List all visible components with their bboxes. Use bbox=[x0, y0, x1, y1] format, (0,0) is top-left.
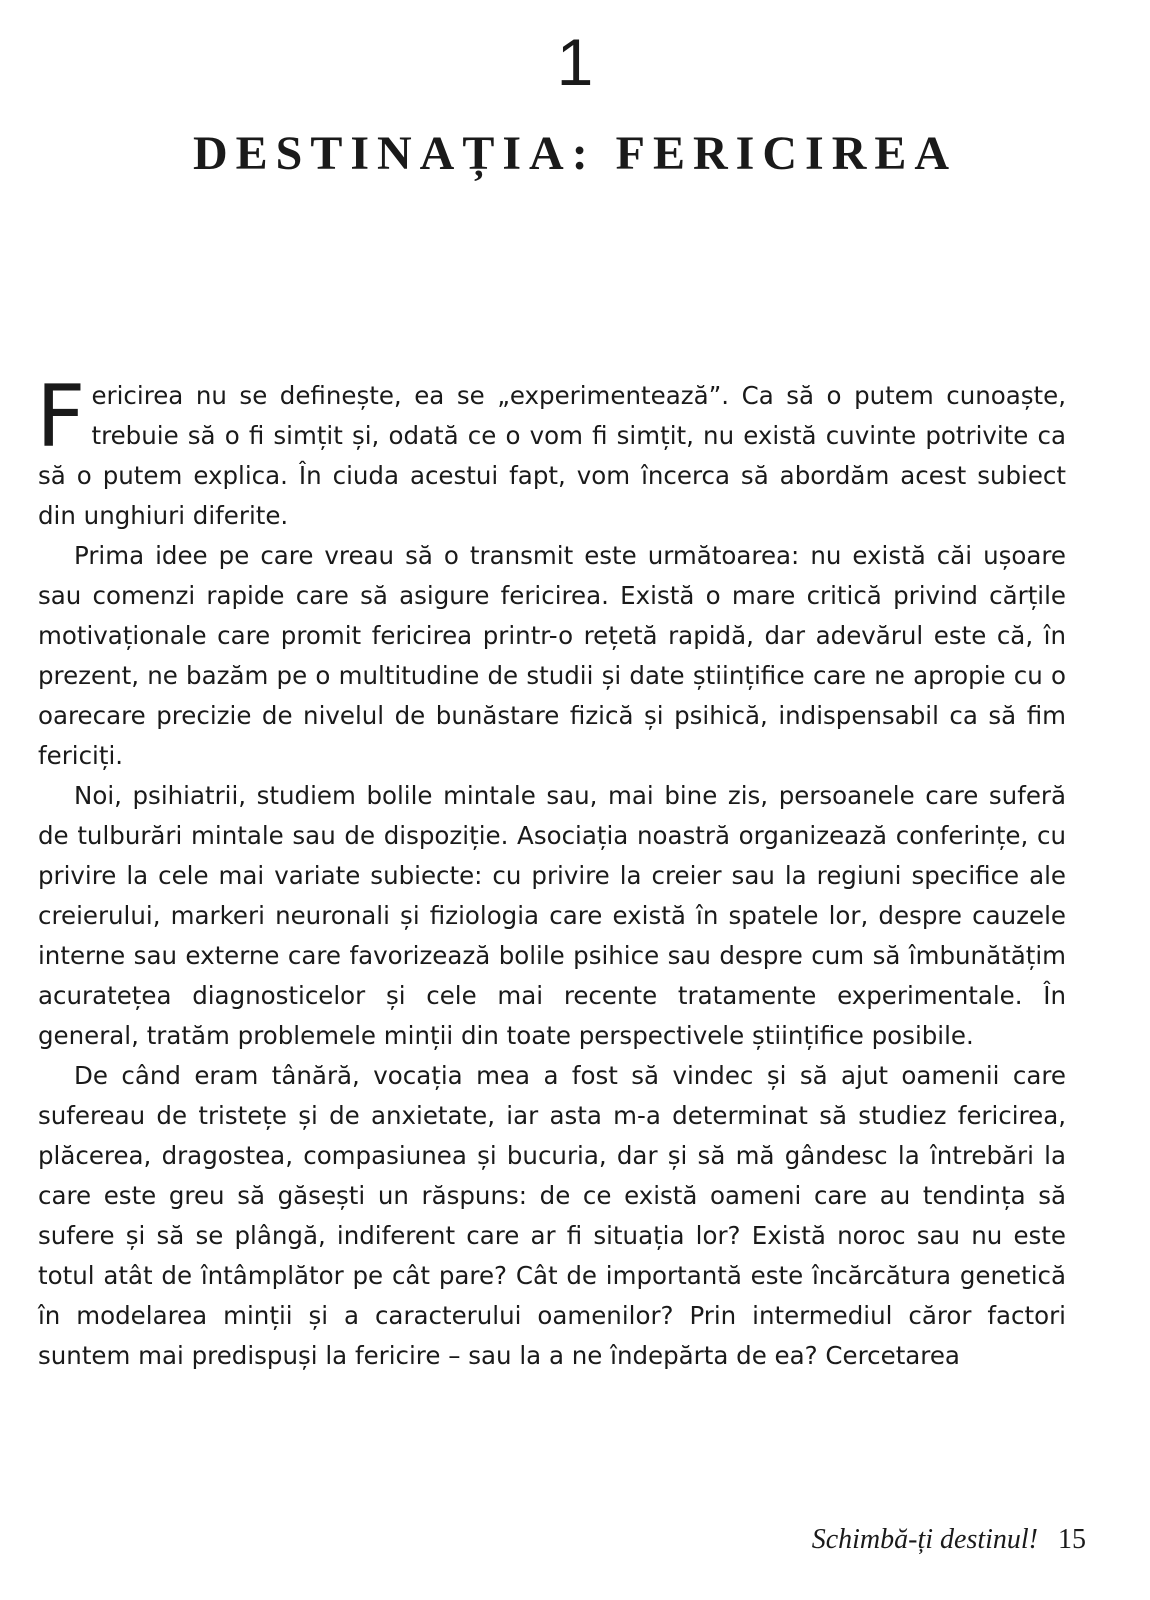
page-footer bbox=[812, 1520, 1086, 1560]
paragraph-4: De când eram tânără, vocația mea a fost să vindec și să ajut oamenii care sufereau de tristețe și de anxietate, iar asta m-a determinat să studiez fericirea, plăcerea, dragostea, compasiunea și bucuria, dar și să mă gândesc la întrebări la care este greu să găsești un răspuns: de ce există oameni care au tendința să sufere și să se plângă, indiferent care ar fi situația lor? Există noroc sau nu este totul atât de întâmplător pe cât pare? Cât de importantă este încărcătura genetică în modelarea minții și a caracterului oamenilor? Prin intermediul căror factori suntem mai predispuși la fericire – sau la a ne îndepărta de ea? Cercetarea bbox=[38, 1061, 1066, 1370]
chapter-title: DESTINAȚIA: FERICIREA bbox=[192, 127, 958, 180]
paragraph-1-text: ericirea nu se definește, ea se „experimentează”. Ca să o putem cunoaște, trebuie să o fi simțit și, odată ce o vom fi simțit, nu există cuvinte potrivite ca să o putem explica. În ciuda acestui fapt, vom încerca să abordăm acest subiect din unghiuri diferite. bbox=[38, 381, 1066, 530]
paragraph-1 bbox=[36, 367, 1066, 536]
page-number: 15 bbox=[1058, 1524, 1086, 1555]
chapter-number: 1 bbox=[556, 25, 594, 99]
paragraph-2: Prima idee pe care vreau să o transmit este următoarea: nu există căi ușoare sau comenzi rapide care să asigure fericirea. Există o mare critică privind cărțile motivaționale care promit fericirea printr-o rețetă rapidă, dar adevărul este că, în prezent, ne bazăm pe o multitudine de studii și date științifice care ne apropie cu o oarecare precizie de nivelul de bunăstare fizică și psihică, indispensabil ca să fim fericiți. bbox=[38, 541, 1066, 770]
footer-book-title: Schimbă-ți destinul! bbox=[811, 1524, 1038, 1555]
paragraph-3: Noi, psihiatrii, studiem bolile mintale sau, mai bine zis, persoanele care suferă de tulburări mintale sau de dispoziție. Asociația noastră organizează conferințe, cu privire la cele mai variate subiecte: cu privire la creier sau la regiuni specifice ale creierului, markeri neuronali și fiziologia care există în spatele lor, despre cauzele interne sau externe care favorizează bolile psihice sau despre cum să îmbunătățim acuratețea diagnosticelor și cele mai recente tratamente experimentale. În general, tratăm problemele minții din toate perspectivele științifice posibile. bbox=[38, 781, 1066, 1050]
chapter-body bbox=[36, 367, 1066, 1376]
drop-cap: F bbox=[36, 367, 86, 467]
